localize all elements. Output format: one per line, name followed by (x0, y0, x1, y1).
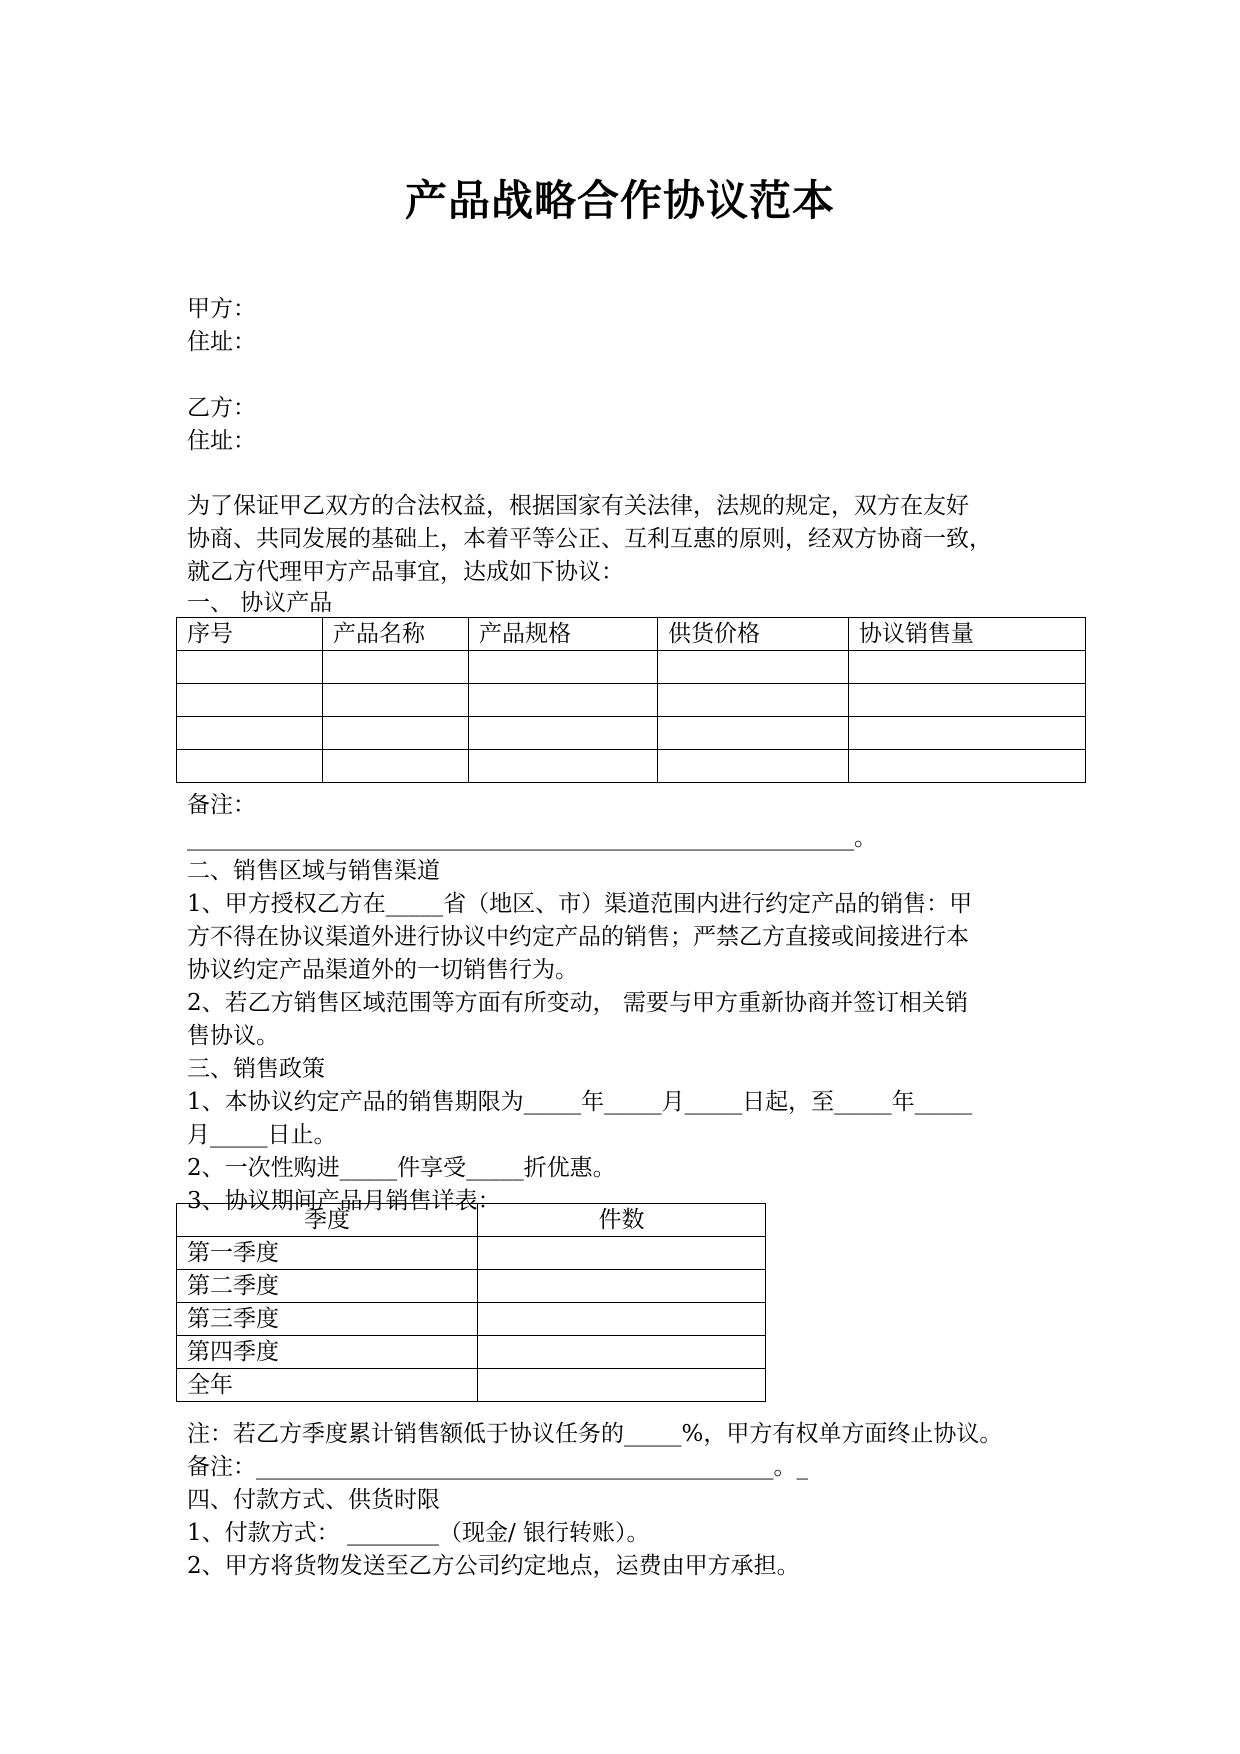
intro-line: 协商、共同发展的基础上，本着平等公正、互利互惠的原则，经双方协商一致， (187, 526, 992, 552)
table-cell[interactable] (849, 651, 1086, 684)
table-row (177, 1237, 766, 1270)
table-header-cell: 序号 (177, 618, 323, 651)
quantity-cell[interactable] (478, 1270, 766, 1303)
table-header-row (177, 618, 1086, 651)
party-a-label: 甲方： (187, 296, 256, 322)
table-cell[interactable] (849, 750, 1086, 783)
table-cell[interactable] (658, 717, 849, 750)
table-cell[interactable] (469, 717, 658, 750)
quantity-cell[interactable] (478, 1369, 766, 1402)
table-row (177, 1369, 766, 1402)
section3-line: 2、一次性购进_____件享受_____折优惠。 (187, 1155, 616, 1181)
product-table (176, 617, 1086, 783)
table-cell[interactable] (177, 684, 323, 717)
table-cell[interactable] (658, 750, 849, 783)
table-cell[interactable] (469, 684, 658, 717)
table-cell[interactable] (658, 684, 849, 717)
table-header-cell: 季度 (177, 1204, 478, 1237)
table-header-cell: 供货价格 (658, 618, 849, 651)
table-header-cell: 协议销售量 (849, 618, 1086, 651)
table-header-cell: 产品规格 (469, 618, 658, 651)
table-header-row (177, 1204, 766, 1237)
table-cell[interactable] (323, 750, 469, 783)
quarterly-sales-table (176, 1203, 766, 1402)
section3-line: 3、协议期间产品月销售详表： (187, 1188, 501, 1214)
document-title: 产品战略合作协议范本 (404, 176, 835, 225)
table-cell[interactable] (469, 750, 658, 783)
section4-heading: 四、付款方式、供货时限 (187, 1487, 440, 1513)
quarter-label: 第四季度 (177, 1336, 478, 1369)
table-header-cell: 产品名称 (323, 618, 469, 651)
table-row (177, 717, 1086, 750)
quarter-label: 第二季度 (177, 1270, 478, 1303)
quantity-cell[interactable] (478, 1237, 766, 1270)
table-cell[interactable] (177, 651, 323, 684)
table-cell[interactable] (177, 717, 323, 750)
section2-line: 1、甲方授权乙方在_____省（地区、市）渠道范围内进行约定产品的销售：甲 (187, 891, 973, 917)
table-row (177, 750, 1086, 783)
table-cell[interactable] (469, 651, 658, 684)
table-cell[interactable] (177, 750, 323, 783)
quarter-label: 全年 (177, 1369, 478, 1402)
quantity-cell[interactable] (478, 1336, 766, 1369)
section2-line: 2、若乙方销售区域范围等方面有所变动， 需要与甲方重新协商并签订相关销 (187, 990, 968, 1016)
quantity-cell[interactable] (478, 1303, 766, 1336)
section3-heading: 三、销售政策 (187, 1056, 325, 1082)
party-b-address: 住址： (187, 428, 256, 454)
section3-note: 注：若乙方季度累计销售额低于协议任务的_____%，甲方有权单方面终止协议。 (187, 1421, 1003, 1447)
table-cell[interactable] (658, 651, 849, 684)
section1-heading: 一、 协议产品 (187, 590, 333, 616)
intro-line: 就乙方代理甲方产品事宜，达成如下协议： (187, 559, 624, 585)
quarter-label: 第三季度 (177, 1303, 478, 1336)
section2-line: 方不得在协议渠道外进行协议中约定产品的销售；严禁乙方直接或间接进行本 (187, 924, 969, 950)
table-row (177, 1270, 766, 1303)
table-cell[interactable] (323, 717, 469, 750)
section2-heading: 二、销售区域与销售渠道 (187, 858, 440, 884)
table-row (177, 1336, 766, 1369)
section2-line: 售协议。 (187, 1023, 279, 1049)
section3-line: 月_____日止。 (187, 1122, 337, 1148)
table-row (177, 651, 1086, 684)
table-cell[interactable] (849, 717, 1086, 750)
section2-line: 协议约定产品渠道外的一切销售行为。 (187, 957, 578, 983)
table-row (177, 1303, 766, 1336)
section4-line: 1、付款方式： ________（现金/ 银行转账）。 (187, 1520, 650, 1546)
table-cell[interactable] (849, 684, 1086, 717)
section1-remark-blank: __________________________________________________________。 (187, 825, 877, 851)
party-a-address: 住址： (187, 329, 256, 355)
party-b-label: 乙方： (187, 395, 256, 421)
quarter-label: 第一季度 (177, 1237, 478, 1270)
intro-line: 为了保证甲乙双方的合法权益，根据国家有关法律，法规的规定，双方在友好 (187, 493, 969, 519)
table-cell[interactable] (323, 684, 469, 717)
table-header-cell: 件数 (478, 1204, 766, 1237)
section3-line: 1、本协议约定产品的销售期限为_____年_____月_____日起，至_____年_____ (187, 1089, 973, 1115)
section3-remark: 备注：_____________________________________________。_ (187, 1454, 808, 1480)
section4-line: 2、甲方将货物发送至乙方公司约定地点，运费由甲方承担。 (187, 1553, 800, 1579)
table-row (177, 684, 1086, 717)
table-cell[interactable] (323, 651, 469, 684)
section1-remark-label: 备注： (187, 792, 256, 818)
